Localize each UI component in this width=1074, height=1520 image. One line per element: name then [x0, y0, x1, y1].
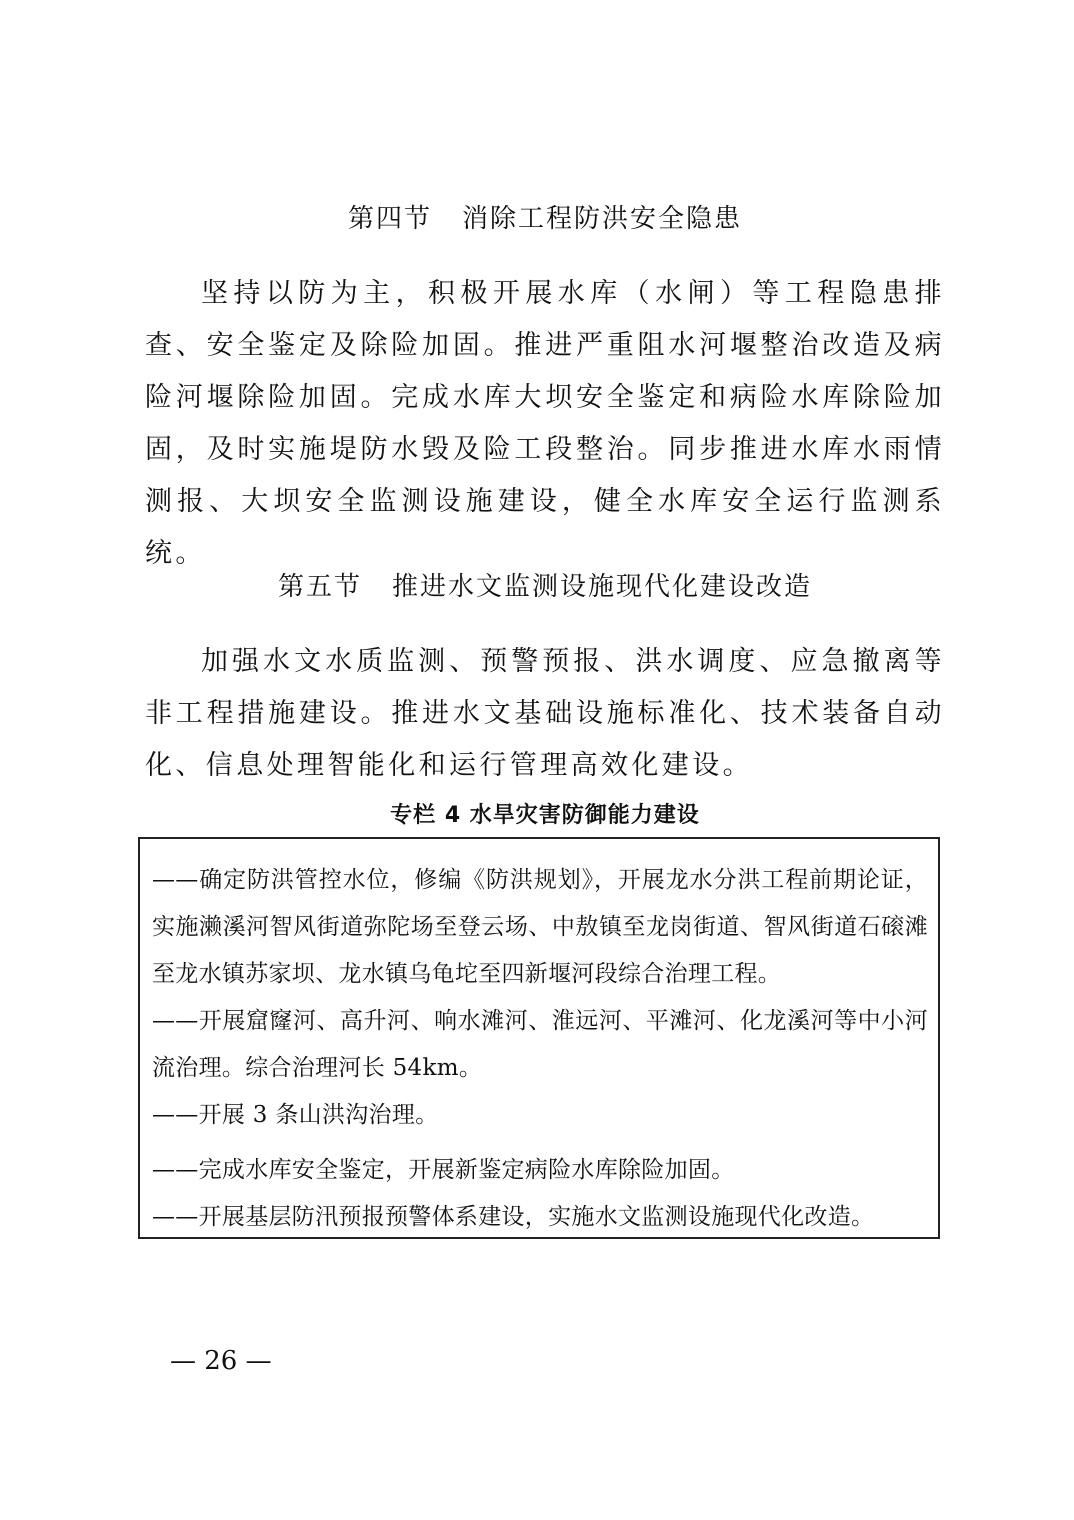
page-number: — 26 — — [170, 1346, 272, 1376]
section-5-paragraph: 加强水文水质监测、预警预报、洪水调度、应急撤离等非工程措施建设。推进水文基础设施标准化、技术装备自动化、信息处理智能化和运行管理高效化建设。 — [145, 646, 945, 781]
section-4-heading — [145, 198, 945, 235]
section-4-paragraph: 坚持以防为主，积极开展水库（水闸）等工程隐患排查、安全鉴定及除险加固。推进严重阻水河堰整治改造及病险河堰除险加固。完成水库大坝安全鉴定和病险水库除险加固，及时实施堤防水毁及险工段整治。同步推进水库水雨情测报、大坝安全监测设施建设，健全水库安全运行监测系统。 — [145, 278, 945, 569]
section-4-title: 消除工程防洪安全隐患 — [462, 204, 743, 234]
section-5-heading — [145, 566, 945, 603]
column-box-item: ——确定防洪管控水位，修编《防洪规划》，开展龙水分洪工程前期论证，实施濑溪河智风街道弥陀场至登云场、中敖镇至龙岗街道、智风街道石磙滩至龙水镇苏家坝、龙水镇乌龟坨至四新堰河段综合治理工程。 — [152, 867, 928, 987]
column-box-item: ——开展 3 条山洪沟治理。 — [152, 1102, 439, 1128]
column-box-item: ——完成水库安全鉴定，开展新鉴定病险水库除险加固。 — [152, 1157, 735, 1183]
section-4-number: 第四节 — [347, 204, 432, 234]
column-box-item: ——开展基层防汛预报预警体系建设，实施水文监测设施现代化改造。 — [152, 1204, 875, 1230]
column-box-title: 专栏 4 水旱灾害防御能力建设 — [390, 803, 700, 828]
section-5-title: 推进水文监测设施现代化建设改造 — [392, 572, 813, 602]
section-5-number: 第五节 — [277, 572, 362, 602]
column-box-item: ——开展窟窿河、高升河、响水滩河、淮远河、平滩河、化龙溪河等中小河流治理。综合治理河长 54km。 — [152, 1008, 928, 1081]
column-box — [138, 837, 940, 1239]
